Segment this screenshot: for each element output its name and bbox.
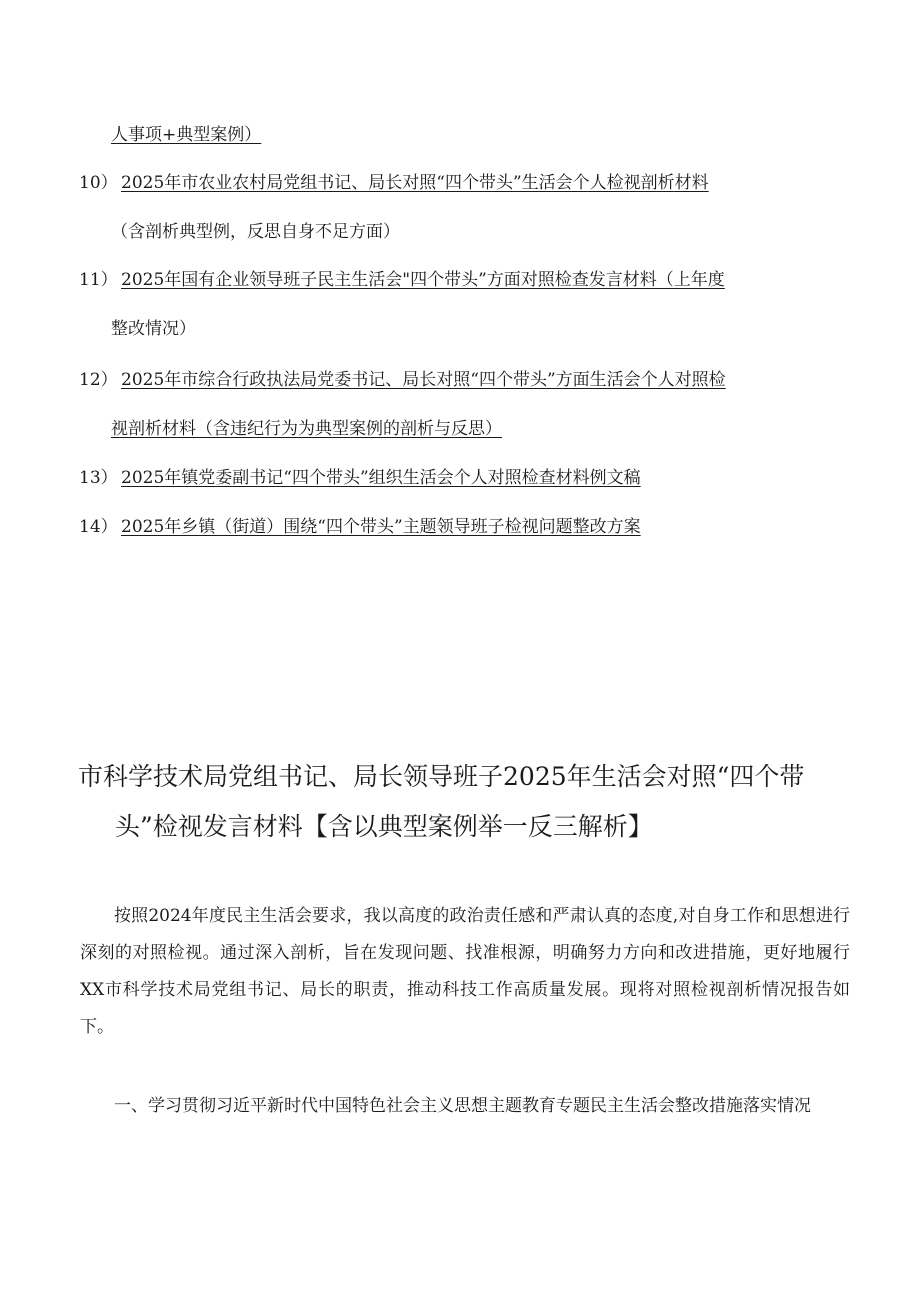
toc-item-number: 11） xyxy=(79,270,118,290)
toc-continuation[interactable]: 人事项+典型案例） xyxy=(111,125,262,145)
toc-item-link-continued[interactable]: 视剖析材料（含违纪行为为典型案例的剖析与反思） xyxy=(111,419,502,439)
toc-item-link[interactable] xyxy=(121,267,725,293)
toc-item-link[interactable]: 2025年乡镇（街道）围绕“四个带头”主题领导班子检视问题整改方案 xyxy=(121,517,641,537)
toc-item-subtitle: 整改情况） xyxy=(111,319,196,339)
intro-paragraph: 按照2024年度民主生活会要求，我以高度的政治责任感和严肃认真的态度,对自身工作和思想进行深刻的对照检视。通过深入剖析，旨在发现问题、找准根源，明确努力方向和改进措施，更好地履行XX市科学技术局党组书记、局长的职责，推动科技工作高质量发展。现将对照检视剖析情况报告如下。 xyxy=(80,906,850,1037)
toc-item-number: 12） xyxy=(79,370,118,390)
toc-item-link-text[interactable]: 2025年国有企业领导班子民主生活会"四个带头”方面对照检查发言材料（上 xyxy=(121,270,691,290)
toc-item-tail: 材料 xyxy=(674,173,709,193)
section-heading: 一、学习贯彻习近平新时代中国特色社会主义思想主题教育专题民主生活会整改措施落实情况 xyxy=(114,1096,811,1116)
document-title-line-2: 头”检视发言材料【含以典型案例举一反三解析】 xyxy=(115,812,653,841)
toc-item-subtitle: （含剖析典型例，反思自身不足方面） xyxy=(111,222,400,242)
toc-item-number: 13） xyxy=(79,468,118,488)
toc-item-link[interactable] xyxy=(121,170,709,196)
toc-item-number: 10） xyxy=(79,173,118,193)
toc-item-link-text[interactable]: 2025年市农业农村局党组书记、局长对照“四个带头”生活会个人检视剖析 xyxy=(121,173,675,193)
document-title xyxy=(78,752,858,852)
toc-item-link[interactable]: 2025年市综合行政执法局党委书记、局长对照“四个带头”方面生活会个人对照检 xyxy=(121,370,726,390)
toc-item-link[interactable]: 2025年镇党委副书记“四个带头”组织生活会个人对照检查材料例文稿 xyxy=(121,468,641,488)
toc-item-tail: 年度 xyxy=(690,270,725,290)
toc-item-number: 14） xyxy=(79,517,118,537)
document-title-line-1: 市科学技术局党组书记、局长领导班子2025年生活会对照“四个带 xyxy=(78,762,805,791)
